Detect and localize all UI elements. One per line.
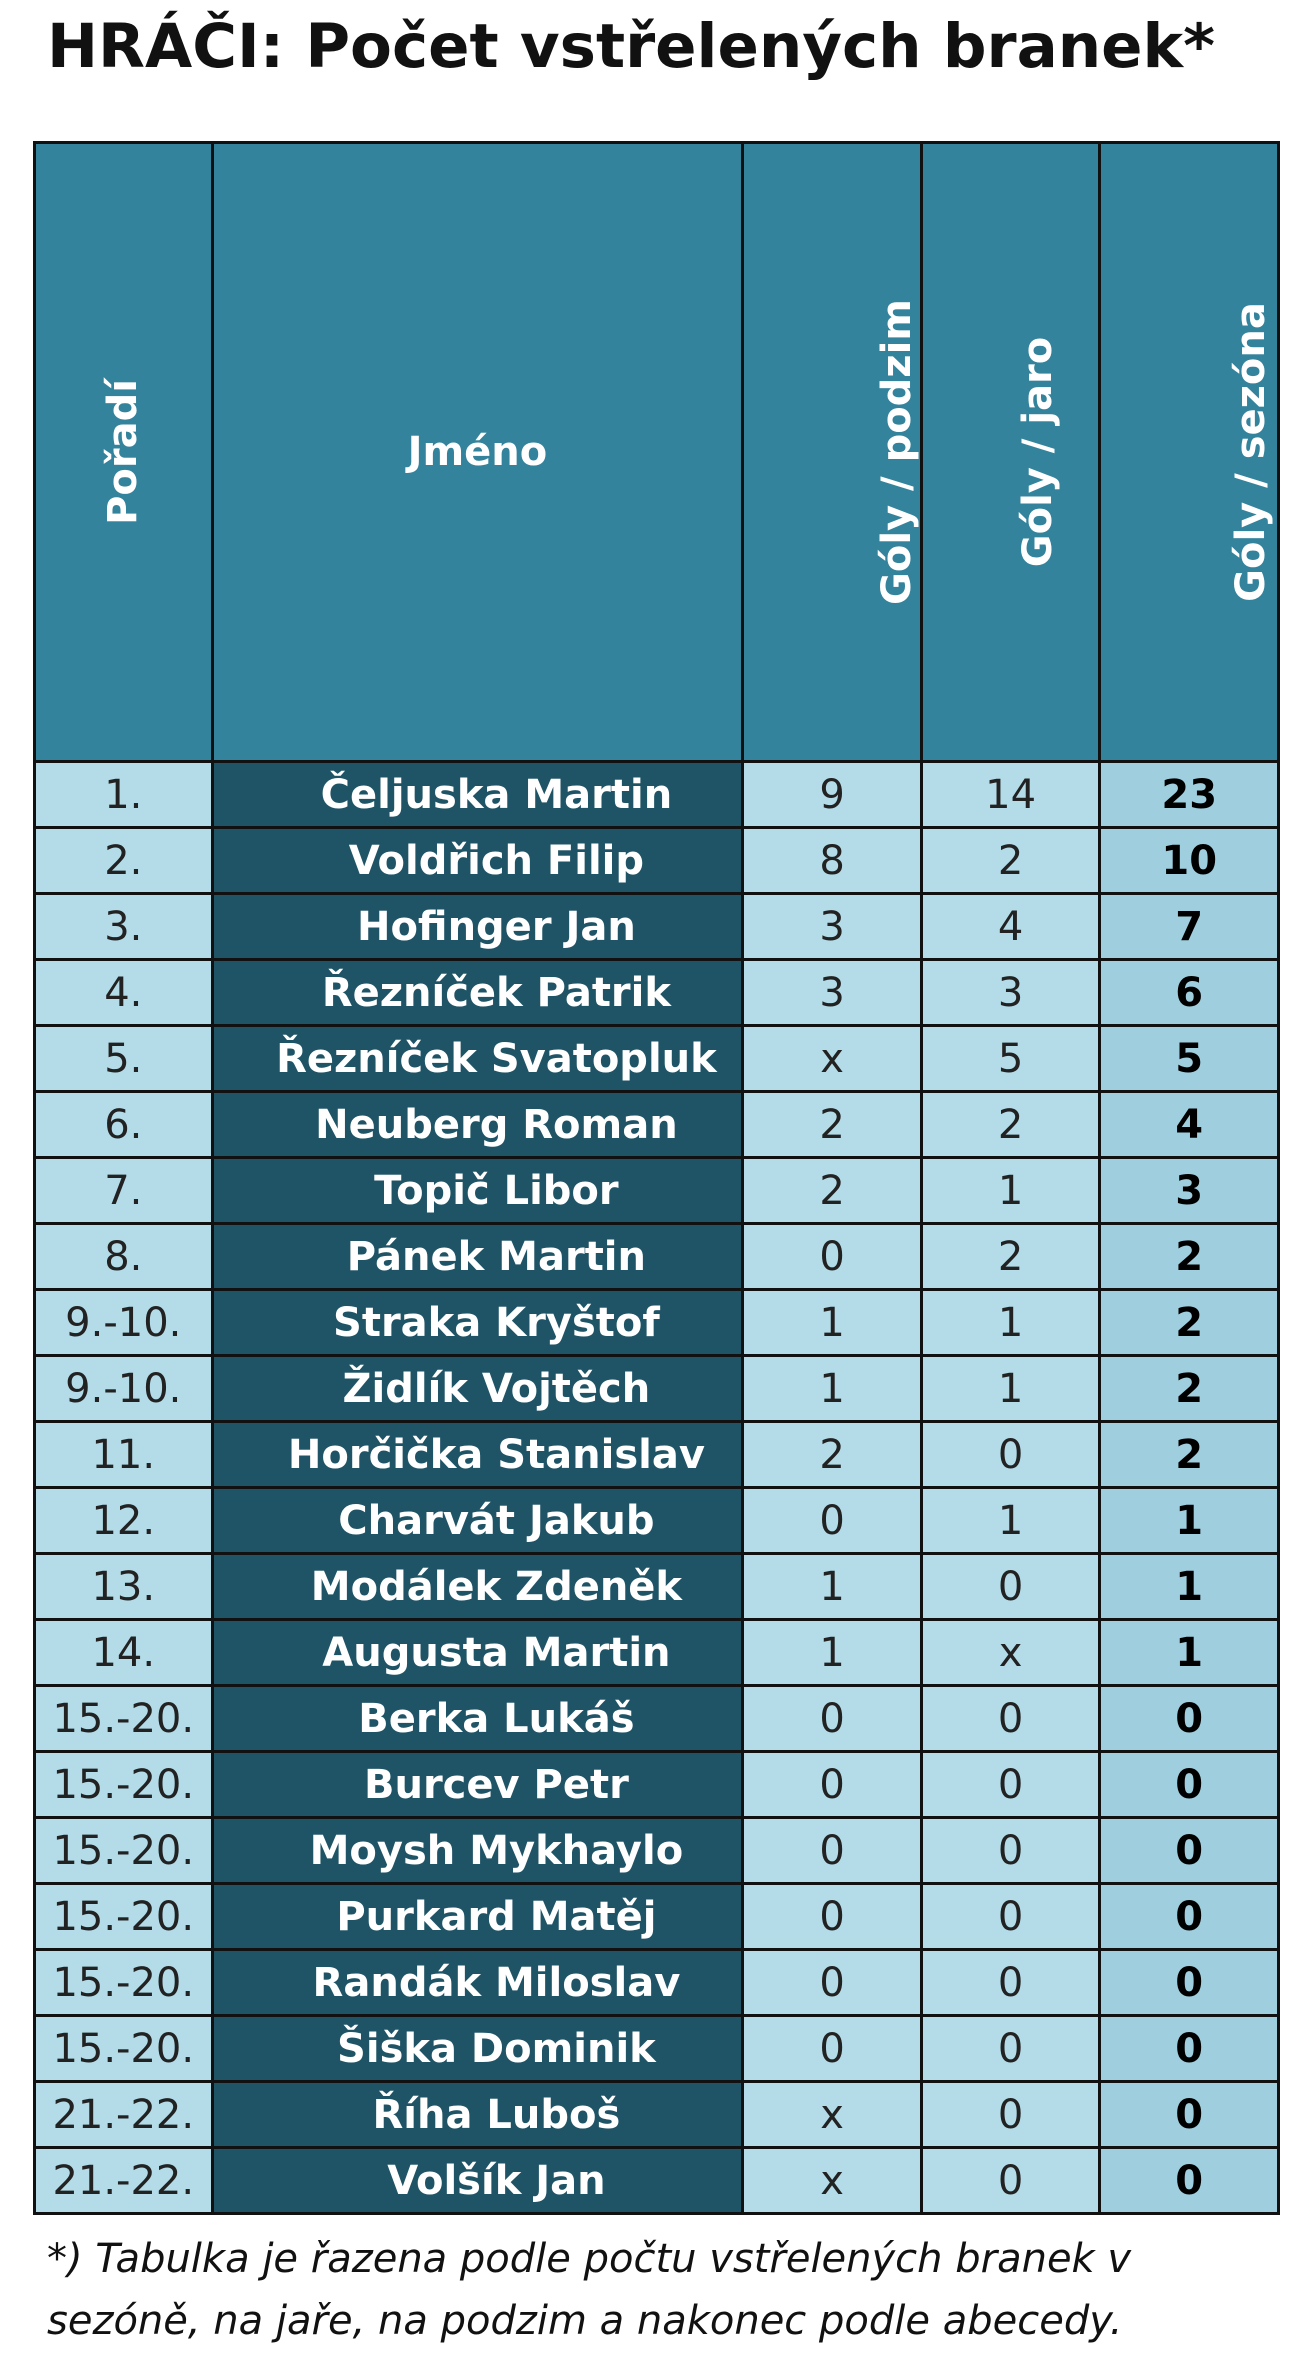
player-name-cell: Židlík Vojtěch: [212, 1356, 743, 1422]
player-name-cell: Charvát Jakub: [212, 1488, 743, 1554]
table-row: [35, 828, 1279, 894]
rank-cell: 15.-20.: [35, 1884, 213, 1950]
player-name-cell: Purkard Matěj: [212, 1884, 743, 1950]
rank-cell: 3.: [35, 894, 213, 960]
footnote: *) Tabulka je řazena podle počtu vstřelených branek v sezóně, na jaře, na podzim a nakonec podle abecedy.: [47, 2236, 1132, 2344]
autumn-goals-cell: 9: [743, 762, 922, 828]
autumn-goals-cell: 1: [743, 1290, 922, 1356]
header-name: Jméno: [212, 143, 743, 762]
player-name-cell: Řezníček Svatopluk: [212, 1026, 743, 1092]
autumn-goals-cell: 3: [743, 960, 922, 1026]
player-name-cell: Hofinger Jan: [212, 894, 743, 960]
table-row: [35, 2148, 1279, 2214]
spring-goals-cell: 1: [921, 1488, 1100, 1554]
spring-goals-cell: 0: [921, 2016, 1100, 2082]
season-goals-cell: 0: [1100, 2148, 1279, 2214]
table-row: [35, 894, 1279, 960]
season-goals-cell: 0: [1100, 2082, 1279, 2148]
season-goals-cell: 7: [1100, 894, 1279, 960]
spring-goals-cell: 0: [921, 2148, 1100, 2214]
table-row: [35, 1422, 1279, 1488]
player-name-cell: Topič Libor: [212, 1158, 743, 1224]
autumn-goals-cell: 3: [743, 894, 922, 960]
table-row: [35, 1356, 1279, 1422]
player-name-cell: Berka Lukáš: [212, 1686, 743, 1752]
table-row: [35, 1488, 1279, 1554]
autumn-goals-cell: 0: [743, 1752, 922, 1818]
table-row: [35, 1950, 1279, 2016]
table-row: [35, 960, 1279, 1026]
table-row: [35, 1290, 1279, 1356]
spring-goals-cell: 0: [921, 1752, 1100, 1818]
autumn-goals-cell: 0: [743, 2016, 922, 2082]
spring-goals-cell: 2: [921, 1092, 1100, 1158]
rank-cell: 21.-22.: [35, 2148, 213, 2214]
player-name-cell: Burcev Petr: [212, 1752, 743, 1818]
autumn-goals-cell: 2: [743, 1422, 922, 1488]
player-name-cell: Neuberg Roman: [212, 1092, 743, 1158]
rank-cell: 15.-20.: [35, 1818, 213, 1884]
spring-goals-cell: x: [921, 1620, 1100, 1686]
autumn-goals-cell: 1: [743, 1356, 922, 1422]
autumn-goals-cell: 0: [743, 1950, 922, 2016]
autumn-goals-cell: x: [743, 2148, 922, 2214]
autumn-goals-cell: 1: [743, 1554, 922, 1620]
table-row: [35, 1092, 1279, 1158]
table-row: [35, 1884, 1279, 1950]
spring-goals-cell: 4: [921, 894, 1100, 960]
spring-goals-cell: 14: [921, 762, 1100, 828]
rank-cell: 1.: [35, 762, 213, 828]
season-goals-cell: 10: [1100, 828, 1279, 894]
spring-goals-cell: 0: [921, 1818, 1100, 1884]
autumn-goals-cell: 0: [743, 1686, 922, 1752]
rank-cell: 12.: [35, 1488, 213, 1554]
rank-cell: 9.-10.: [35, 1356, 213, 1422]
table-row: [35, 1752, 1279, 1818]
spring-goals-cell: 0: [921, 1686, 1100, 1752]
rank-cell: 11.: [35, 1422, 213, 1488]
player-name-cell: Voldřich Filip: [212, 828, 743, 894]
table-row: [35, 1686, 1279, 1752]
autumn-goals-cell: 0: [743, 1224, 922, 1290]
spring-goals-cell: 1: [921, 1158, 1100, 1224]
table-row: [35, 2082, 1279, 2148]
spring-goals-cell: 5: [921, 1026, 1100, 1092]
season-goals-cell: 5: [1100, 1026, 1279, 1092]
player-name-cell: Říha Luboš: [212, 2082, 743, 2148]
season-goals-cell: 23: [1100, 762, 1279, 828]
autumn-goals-cell: x: [743, 1026, 922, 1092]
table-row: [35, 1818, 1279, 1884]
autumn-goals-cell: 8: [743, 828, 922, 894]
rank-cell: 8.: [35, 1224, 213, 1290]
season-goals-cell: 0: [1100, 2016, 1279, 2082]
season-goals-cell: 1: [1100, 1554, 1279, 1620]
rank-cell: 15.-20.: [35, 2016, 213, 2082]
player-name-cell: Horčička Stanislav: [212, 1422, 743, 1488]
season-goals-cell: 6: [1100, 960, 1279, 1026]
season-goals-cell: 1: [1100, 1620, 1279, 1686]
season-goals-cell: 0: [1100, 1686, 1279, 1752]
player-name-cell: Moysh Mykhaylo: [212, 1818, 743, 1884]
player-name-cell: Randák Miloslav: [212, 1950, 743, 2016]
rank-cell: 2.: [35, 828, 213, 894]
table-row: [35, 1026, 1279, 1092]
autumn-goals-cell: x: [743, 2082, 922, 2148]
rank-cell: 15.-20.: [35, 1752, 213, 1818]
season-goals-cell: 0: [1100, 1950, 1279, 2016]
goals-table: [33, 141, 1280, 2215]
rank-cell: 15.-20.: [35, 1686, 213, 1752]
table-row: [35, 1620, 1279, 1686]
table-row: [35, 2016, 1279, 2082]
spring-goals-cell: 2: [921, 1224, 1100, 1290]
rank-cell: 9.-10.: [35, 1290, 213, 1356]
autumn-goals-cell: 2: [743, 1158, 922, 1224]
table-row: [35, 762, 1279, 828]
player-name-cell: Pánek Martin: [212, 1224, 743, 1290]
season-goals-cell: 4: [1100, 1092, 1279, 1158]
season-goals-cell: 2: [1100, 1224, 1279, 1290]
season-goals-cell: 1: [1100, 1488, 1279, 1554]
season-goals-cell: 2: [1100, 1356, 1279, 1422]
table-row: [35, 1158, 1279, 1224]
spring-goals-cell: 3: [921, 960, 1100, 1026]
season-goals-cell: 2: [1100, 1422, 1279, 1488]
table-body: [35, 762, 1279, 2214]
autumn-goals-cell: 0: [743, 1884, 922, 1950]
spring-goals-cell: 0: [921, 1422, 1100, 1488]
season-goals-cell: 0: [1100, 1884, 1279, 1950]
player-name-cell: Řezníček Patrik: [212, 960, 743, 1026]
rank-cell: 15.-20.: [35, 1950, 213, 2016]
player-name-cell: Augusta Martin: [212, 1620, 743, 1686]
spring-goals-cell: 1: [921, 1290, 1100, 1356]
autumn-goals-cell: 2: [743, 1092, 922, 1158]
table-row: [35, 1554, 1279, 1620]
autumn-goals-cell: 0: [743, 1488, 922, 1554]
season-goals-cell: 0: [1100, 1818, 1279, 1884]
rank-cell: 4.: [35, 960, 213, 1026]
header-season-goals: Góly / sezóna: [1100, 143, 1279, 762]
header-rank: Pořadí: [35, 143, 213, 762]
rank-cell: 14.: [35, 1620, 213, 1686]
player-name-cell: Volšík Jan: [212, 2148, 743, 2214]
rank-cell: 13.: [35, 1554, 213, 1620]
table-header-row: [35, 143, 1279, 762]
season-goals-cell: 3: [1100, 1158, 1279, 1224]
rank-cell: 21.-22.: [35, 2082, 213, 2148]
season-goals-cell: 0: [1100, 1752, 1279, 1818]
player-name-cell: Straka Kryštof: [212, 1290, 743, 1356]
rank-cell: 5.: [35, 1026, 213, 1092]
autumn-goals-cell: 0: [743, 1818, 922, 1884]
spring-goals-cell: 0: [921, 1884, 1100, 1950]
rank-cell: 6.: [35, 1092, 213, 1158]
table-row: [35, 1224, 1279, 1290]
spring-goals-cell: 0: [921, 1950, 1100, 2016]
header-autumn-goals: Góly / podzim: [743, 143, 922, 762]
spring-goals-cell: 0: [921, 1554, 1100, 1620]
player-name-cell: Modálek Zdeněk: [212, 1554, 743, 1620]
spring-goals-cell: 0: [921, 2082, 1100, 2148]
player-name-cell: Šiška Dominik: [212, 2016, 743, 2082]
spring-goals-cell: 2: [921, 828, 1100, 894]
header-spring-goals: Góly / jaro: [921, 143, 1100, 762]
page-title: HRÁČI: Počet vstřelených branek*: [47, 11, 1216, 82]
spring-goals-cell: 1: [921, 1356, 1100, 1422]
player-name-cell: Čeljuska Martin: [212, 762, 743, 828]
season-goals-cell: 2: [1100, 1290, 1279, 1356]
autumn-goals-cell: 1: [743, 1620, 922, 1686]
rank-cell: 7.: [35, 1158, 213, 1224]
